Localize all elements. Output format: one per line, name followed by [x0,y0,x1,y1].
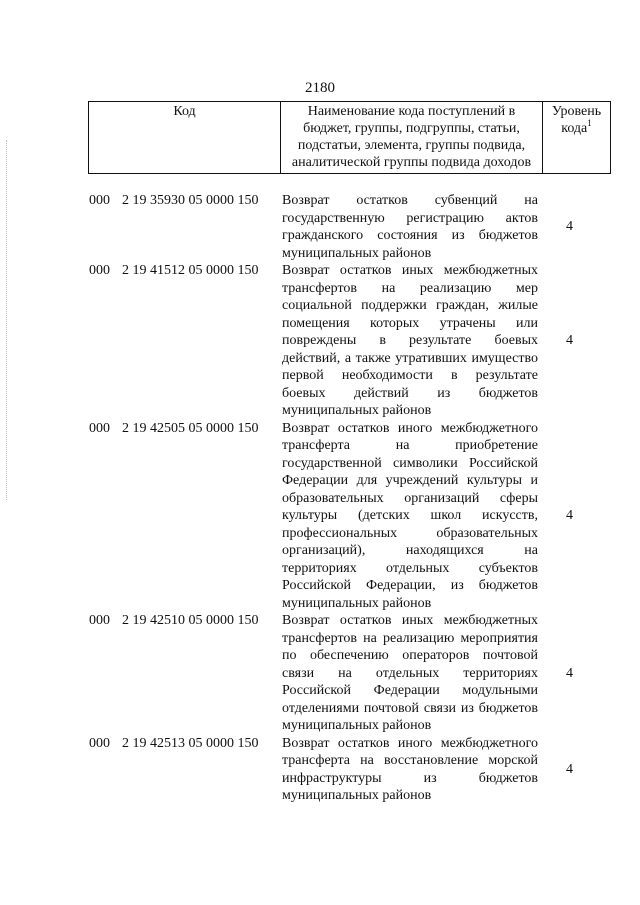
revenue-name: Возврат остатков иного межбюджетного трансферта на приобретение государственной символики Российской Федерации для учреждений культуры и образовательных организаций сферы культуры (детских школ искусств, профессиональных образовательных организаций), находящихся на территориях отдельных субъектов Российской Федерации, из бюджетов муниципальных районов [282,420,538,611]
revenue-code: 2 19 35930 05 0000 150 [122,193,259,208]
header-code [89,102,281,174]
header-table [88,101,611,174]
code-level-value: 4 [566,761,573,777]
table-row [88,262,601,420]
header-level [543,102,611,174]
admin-code: 000 [89,735,110,751]
header-level-footnote: 1 [587,118,592,128]
revenue-code: 2 19 41512 05 0000 150 [122,263,259,278]
code-level [538,735,601,805]
code-level-value: 4 [566,508,573,523]
header-name-label: Наименование кода поступлений в бюджет, группы, подгруппы, статьи, подстатьи, элемента, группы подвида, аналитической группы подвида доходов [291,104,532,170]
code-list [88,192,601,805]
admin-code: 000 [89,193,110,208]
code-level-value: 4 [566,665,573,681]
table-row [88,192,601,262]
revenue-code: 2 19 42505 05 0000 150 [122,420,259,436]
header-row [89,102,611,174]
revenue-name: Возврат остатков иных межбюджетных трансфертов на реализацию мероприятия по обеспечению операторов почтовой связи на отдельных территориях Российской Федерации модульными отделениями почтовой связи из бюджетов муниципальных районов [282,613,538,733]
revenue-name: Возврат остатков субвенций на государственную регистрацию актов гражданского состояния из бюджетов муниципальных районов [282,193,538,261]
header-code-label: Код [173,104,196,119]
revenue-code: 2 19 42513 05 0000 150 [122,735,259,751]
code-level [538,612,601,735]
code-level [538,262,601,420]
header-level-label: Уровень кода [551,104,602,136]
admin-code: 000 [89,420,110,436]
scan-edge-artifact [6,140,8,500]
table-row [88,612,601,735]
revenue-name: Возврат остатков иного межбюджетного трансферта на восстановление морской инфраструктуры из бюджетов муниципальных районов [282,735,538,803]
code-level [538,420,601,613]
code-level [538,192,601,262]
table-row [88,420,601,613]
admin-code: 000 [89,263,110,278]
code-level-value: 4 [566,333,573,348]
admin-code: 000 [89,613,110,628]
revenue-name: Возврат остатков иных межбюджетных трансфертов на реализацию мер социальной поддержки граждан, жилые помещения которых утрачены или повреждены в результате боевых действий, а также утративших имущество первой необходимости в результате боевых действий из бюджетов муниципальных районов [282,263,538,418]
page-number: 2180 [305,80,335,96]
revenue-code: 2 19 42510 05 0000 150 [122,613,259,628]
header-name [281,102,543,174]
code-level-value: 4 [566,219,573,235]
table-row [88,735,601,805]
